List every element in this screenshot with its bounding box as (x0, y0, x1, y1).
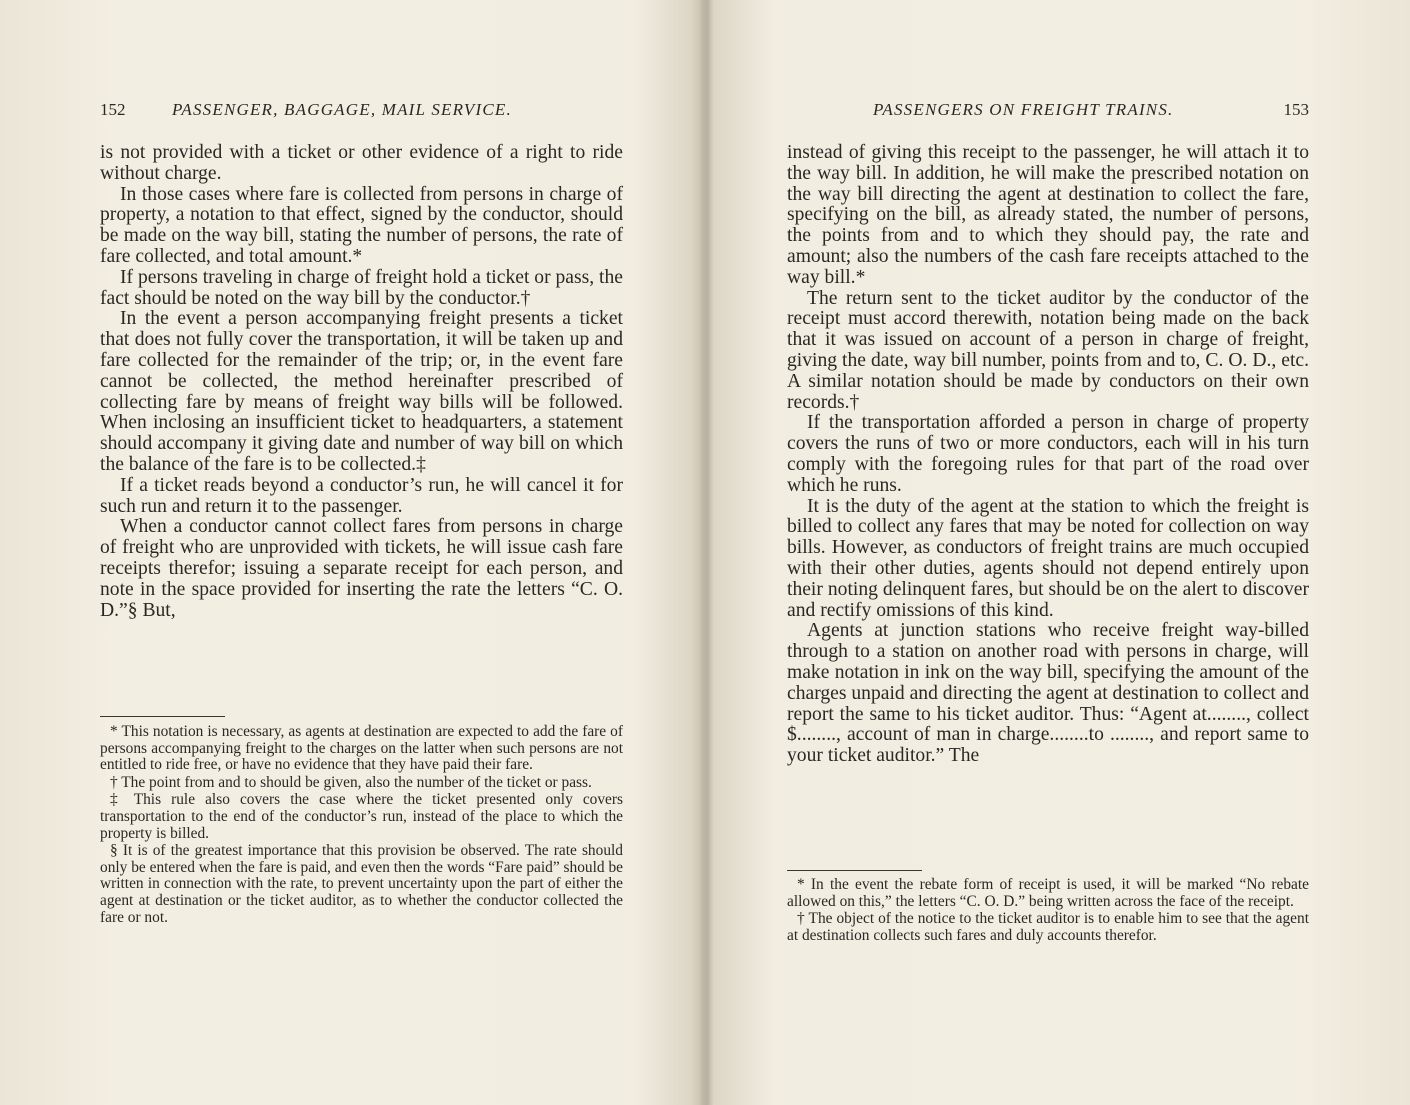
footnote-rule (100, 716, 225, 717)
paragraph: It is the duty of the agent at the station to which the freight is billed to collect any fares that may be noted for collection on way bills. However, as conductors of freight trains are much occupied with their other duties, agents should not depend entirely upon their noting delinquent fares, but should be on the alert to discover and rectify omissions of this kind. (787, 495, 1309, 621)
left-running-title: PASSENGER, BAGGAGE, MAIL SERVICE. (172, 100, 512, 119)
left-footnotes (100, 724, 623, 927)
paragraph: Agents at junction stations who receive freight way-billed through to a station on another road with persons in charge, will make notation in ink on the way bill, specifying the amount of the charges unpaid and directing the agent at destination to collect and report the same to his ticket auditor. Thus: “Agent at........, collect $........, account of man in charge........to ........, and report same to your ticket auditor.” The (787, 620, 1309, 767)
paragraph: instead of giving this receipt to the passenger, he will attach it to the way bill. In addition, he will make the prescribed notation on the way bill directing the agent at destination to collect the fare, specifying on the bill, as already stated, the number of persons, the points from and to which they should pay, the rate and amount; also the numbers of the cash fare receipts attached to the way bill.* (787, 142, 1309, 288)
footnote: † The point from and to should be given, also the number of the ticket or pass. (110, 773, 592, 791)
footnote: † The object of the notice to the ticket auditor is to enable him to see that the agent at destination collects such fares and duly accounts therefor. (787, 910, 1309, 944)
right-page (787, 0, 1309, 1105)
footnote: ‡ This rule also covers the case where the ticket presented only covers transportation to the end of the conductor’s run, instead of the place to which the property is billed. (100, 791, 623, 842)
paragraph: When a conductor cannot collect fares from persons in charge of freight who are unprovided with tickets, he will issue cash fare receipts therefor; issuing a separate receipt for each person, and note in the space provided for inserting the rate the letters “C. O. D.”§ But, (100, 516, 623, 621)
left-page (100, 0, 623, 1105)
paragraph: If a ticket reads beyond a conductor’s run, he will cancel it for such run and return it to the passenger. (100, 474, 623, 517)
right-page-number: 153 (1283, 100, 1309, 119)
left-page-number: 152 (100, 100, 126, 119)
footnote: * In the event the rebate form of receipt is used, it will be marked “No rebate allowed on this,” the letters “C. O. D.” being written across the face of the receipt. (787, 876, 1309, 910)
paragraph: The return sent to the ticket auditor by the conductor of the receipt must accord therewith, notation being made on the back that it was issued on account of a person in charge of freight, giving the date, way bill number, points from and to, C. O. D., etc. A similar notation should be made by conductors on their own records.† (787, 287, 1309, 413)
footnote: * This notation is necessary, as agents at destination are expected to add the fare of persons accompanying freight to the charges on the latter when such persons are not entitled to ride free, or have no evidence that they have paid their fare. (100, 723, 623, 774)
left-body-text (100, 143, 623, 621)
paragraph: is not provided with a ticket or other evidence of a right to ride without charge. (100, 142, 623, 184)
right-footnotes (787, 877, 1309, 945)
paragraph: In those cases where fare is collected from persons in charge of property, a notation to that effect, signed by the conductor, should be made on the way bill, stating the number of persons, the rate of fare collected, and total amount.* (100, 183, 623, 267)
paragraph: If the transportation afforded a person in charge of property covers the runs of two or more conductors, each will in his turn comply with the foregoing rules for that part of the road over which he runs. (787, 412, 1309, 496)
paragraph: In the event a person accompanying freight presents a ticket that does not fully cover the transportation, it will be taken up and fare collected for the remainder of the trip; or, in the event fare cannot be collected, the method hereinafter prescribed of collecting fare by means of freight way bills will be followed. When inclosing an insufficient ticket to headquarters, a statement should accompany it giving date and number of way bill on which the balance of the fare is to be collected.‡ (100, 308, 623, 475)
footnote-rule (787, 870, 922, 871)
right-body-text (787, 143, 1309, 767)
right-running-title: PASSENGERS ON FREIGHT TRAINS. (873, 100, 1174, 119)
paragraph: If persons traveling in charge of freight hold a ticket or pass, the fact should be noted on the way bill by the conductor.† (100, 266, 623, 309)
book-gutter (700, 0, 714, 1105)
footnote: § It is of the greatest importance that this provision be observed. The rate should only be entered when the fare is paid, and even then the words “Fare paid” should be written in connection with the rate, to prevent uncertainty upon the part of either the agent at destination or the ticket auditor, as to whether the conductor collected the fare or not. (100, 842, 623, 926)
